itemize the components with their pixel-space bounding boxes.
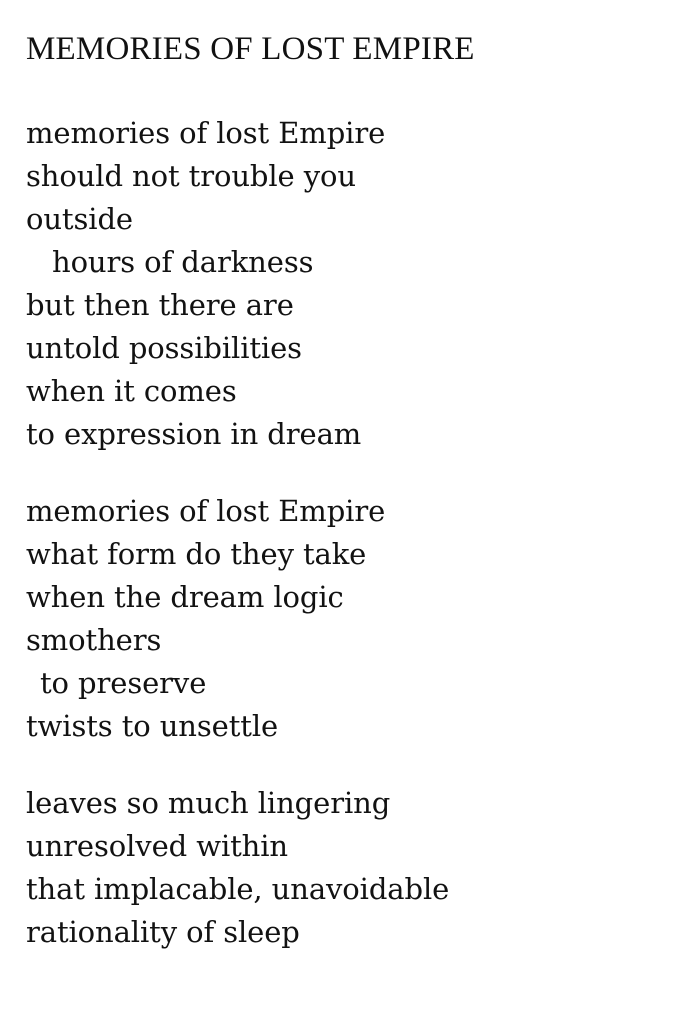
poem-body — [26, 112, 662, 954]
poem-line: when the dream logic — [26, 579, 344, 614]
poem-line: smothers — [26, 622, 162, 657]
poem-line: memories of lost Empire — [26, 493, 386, 528]
stanza — [26, 490, 662, 748]
poem-line: leaves so much lingering — [26, 785, 391, 820]
poem-line: untold possibilities — [26, 330, 302, 365]
stanza — [26, 782, 662, 954]
poem-line: to expression in dream — [26, 416, 362, 451]
poem-line: twists to unsettle — [26, 708, 279, 743]
poem-line: memories of lost Empire — [26, 115, 386, 150]
poem-line: when it comes — [26, 373, 237, 408]
poem-line: hours of darkness — [52, 244, 314, 279]
poem-line: rationality of sleep — [26, 914, 300, 949]
poem-line: unresolved within — [26, 828, 289, 863]
poem-line: should not trouble you — [26, 158, 356, 193]
poem-line: to preserve — [40, 665, 207, 700]
stanza — [26, 112, 662, 456]
poem-line: outside — [26, 201, 133, 236]
poem-line: but then there are — [26, 287, 294, 322]
poem-line: what form do they take — [26, 536, 367, 571]
page-title: MEMORIES OF LOST EMPIRE — [26, 31, 475, 67]
poem-line: that implacable, unavoidable — [26, 871, 450, 906]
